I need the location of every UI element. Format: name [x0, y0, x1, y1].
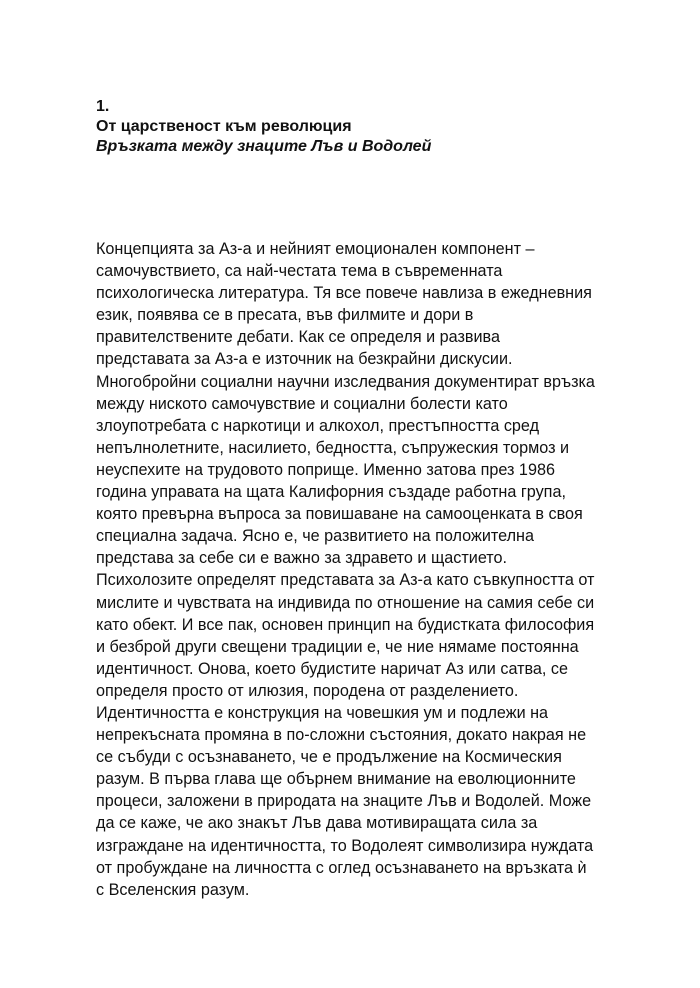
body-line: от пробуждане на личността с оглед осъзнаването на връзката ѝ	[96, 858, 587, 877]
chapter-number: 1.	[96, 98, 110, 115]
body-paragraph	[96, 238, 616, 901]
chapter-title: От царственост към революция	[96, 118, 352, 135]
body-line: идентичност. Онова, което будистите наричат Аз или сатва, се	[96, 659, 569, 678]
body-line: Психолозите определят представата за Аз-а като съвкупността от	[96, 571, 595, 590]
body-line: представата за Аз-а е източник на безкрайни дискусии.	[96, 350, 513, 369]
body-line: самочувствието, са най-честата тема в съвременната	[96, 262, 503, 281]
body-line: неуспехите на трудовото поприще. Именно затова през 1986	[96, 460, 555, 479]
body-line: с Вселенския разум.	[96, 880, 250, 899]
body-line: и безброй други свещени традиции е, че ние нямаме постоянна	[96, 637, 579, 656]
body-line: Идентичността е конструкция на човешкия ум и подлежи на	[96, 703, 549, 722]
chapter-heading	[96, 97, 431, 157]
body-line: психологическа литература. Тя все повече навлиза в ежедневния	[96, 284, 592, 303]
body-line: се събуди с осъзнаването, че е продължение на Космическия	[96, 748, 562, 767]
body-line: непрекъсната промяна в по-сложни състояния, докато накрая не	[96, 726, 587, 745]
body-line: специална задача. Ясно е, че развитието на положителна	[96, 527, 534, 546]
body-line: Концепцията за Аз-а и нейният емоционален компонент –	[96, 240, 535, 258]
chapter-subtitle: Връзката между знаците Лъв и Водолей	[96, 138, 432, 155]
body-line: непълнолетните, насилието, бедността, съпружеския тормоз и	[96, 438, 570, 457]
body-line: година управата на щата Калифорния създаде работна група,	[96, 483, 566, 502]
body-line: разум. В първа глава ще обърнем внимание на еволюционните	[96, 770, 576, 789]
body-line: която превърна въпроса за повишаване на самооценката в своя	[96, 505, 583, 524]
body-line: определя просто от илюзия, породена от разделението.	[96, 681, 519, 700]
body-line: представа за себе си е важно за здравето и щастието.	[96, 549, 508, 568]
body-line: мислите и чувствата на индивида по отношение на самия себе си	[96, 593, 595, 612]
body-line: правителствените дебати. Как се определя и развива	[96, 328, 500, 347]
body-line: да се каже, че ако знакът Лъв дава мотивиращата сила за	[96, 814, 538, 833]
body-line: език, появява се в пресата, във филмите и дори в	[96, 306, 474, 325]
body-line: злоупотребата с наркотици и алкохол, престъпността сред	[96, 416, 540, 435]
body-line: процеси, заложени в природата на знаците Лъв и Водолей. Може	[96, 792, 592, 811]
body-line: между ниското самочувствие и социални болести като	[96, 394, 508, 413]
body-line: изграждане на идентичността, то Водолеят символизира нуждата	[96, 836, 594, 855]
body-line: като обект. И все пак, основен принцип на будистката философия	[96, 615, 595, 634]
body-line: Многобройни социални научни изследвания документират връзка	[96, 372, 595, 391]
